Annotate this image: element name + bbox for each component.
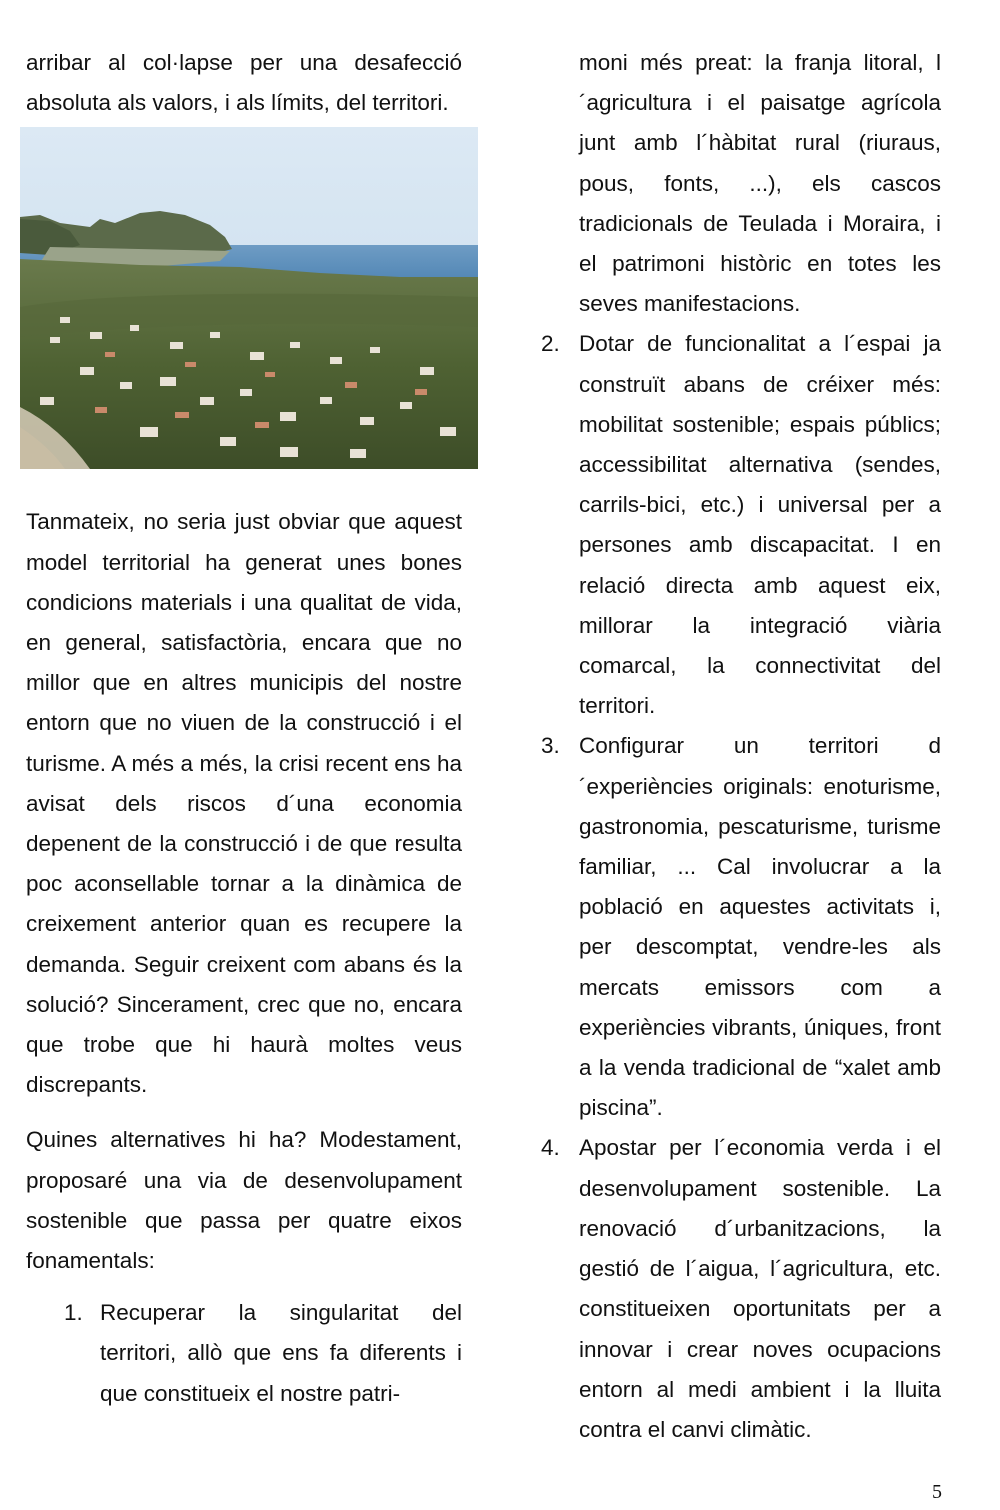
list-item-text: Dotar de funcionalitat a l´espai ja construït abans de créixer més: mobilitat sostenible; espais públics; accessibilitat alternativa (sendes, carrils-bici, etc.) i universal per a persones amb discapacitat. I en relació directa amb aquest eix, millorar la integració viària comarcal, la connectivitat del territori. [579, 331, 941, 719]
list-item-4 [541, 1128, 941, 1450]
list-item-2 [541, 324, 941, 726]
list-number: 3. [541, 733, 560, 759]
landscape-photo [20, 127, 478, 469]
list-item-text: Apostar per l´economia verda i el desenvolupament sostenible. La renovació d´urbanitzacions, la gestió de l´aigua, l´agricultura, etc. constitueixen oportunitats per a innovar i crear noves ocupacions entorn al medi ambient i la lluita contra el canvi climàtic. [579, 1135, 941, 1442]
list-item-3 [541, 726, 941, 1128]
intro-paragraph: arribar al col·lapse per una desafecció absoluta als valors, i als límits, del territori. [26, 50, 462, 116]
body-paragraph-1: Tanmateix, no seria just obviar que aquest model territorial ha generat unes bones condicions materials i una qualitat de vida, en general, satisfactòria, encara que no millor que en altres municipis del nostre entorn que no viuen de la construcció i el turisme. A més a més, la crisi recent ens ha avisat dels riscos d´una economia depenent de la construcció i de que resulta poc aconsellable tornar a la dinàmica de creixement anterior quan es recupere la demanda. Seguir creixent com abans és la solució? Sincerament, crec que no, encara que trobe que hi haurà moltes veus discrepants. [26, 509, 462, 1098]
list-item-text: Recuperar la singularitat del territori, allò que ens fa diferents i que constitueix el nostre patri- [100, 1300, 462, 1406]
page-number: 5 [932, 1481, 942, 1503]
list-number: 4. [541, 1135, 560, 1161]
list-item-1-continued: moni més preat: la franja litoral, l´agricultura i el paisatge agrícola junt amb l´hàbitat rural (riuraus, pous, fonts, ...), els cascos tradicionals de Teulada i Moraira, i el patrimoni històric en totes les seves manifestacions. [579, 50, 941, 317]
numbered-list-start [26, 1293, 462, 1414]
list-item-text: Configurar un territori d´experiències originals: enoturisme, gastronomia, pescaturisme, turisme familiar, ... Cal involucrar a la població en aquestes activitats i, per descomptat, vendre-les als mercats emissors com a experiències vibrants, úniques, front a la venda tradicional de “xalet amb piscina”. [579, 733, 941, 1121]
list-item-1 [64, 1293, 462, 1414]
body-paragraph-2: Quines alternatives hi ha? Modestament, proposaré una via de desenvolupament sostenible que passa per quatre eixos fonamentals: [26, 1127, 462, 1274]
list-number: 2. [541, 331, 560, 357]
right-column [541, 43, 941, 1450]
left-column [26, 43, 462, 1414]
numbered-list-continued [541, 324, 941, 1450]
list-number: 1. [64, 1300, 83, 1326]
